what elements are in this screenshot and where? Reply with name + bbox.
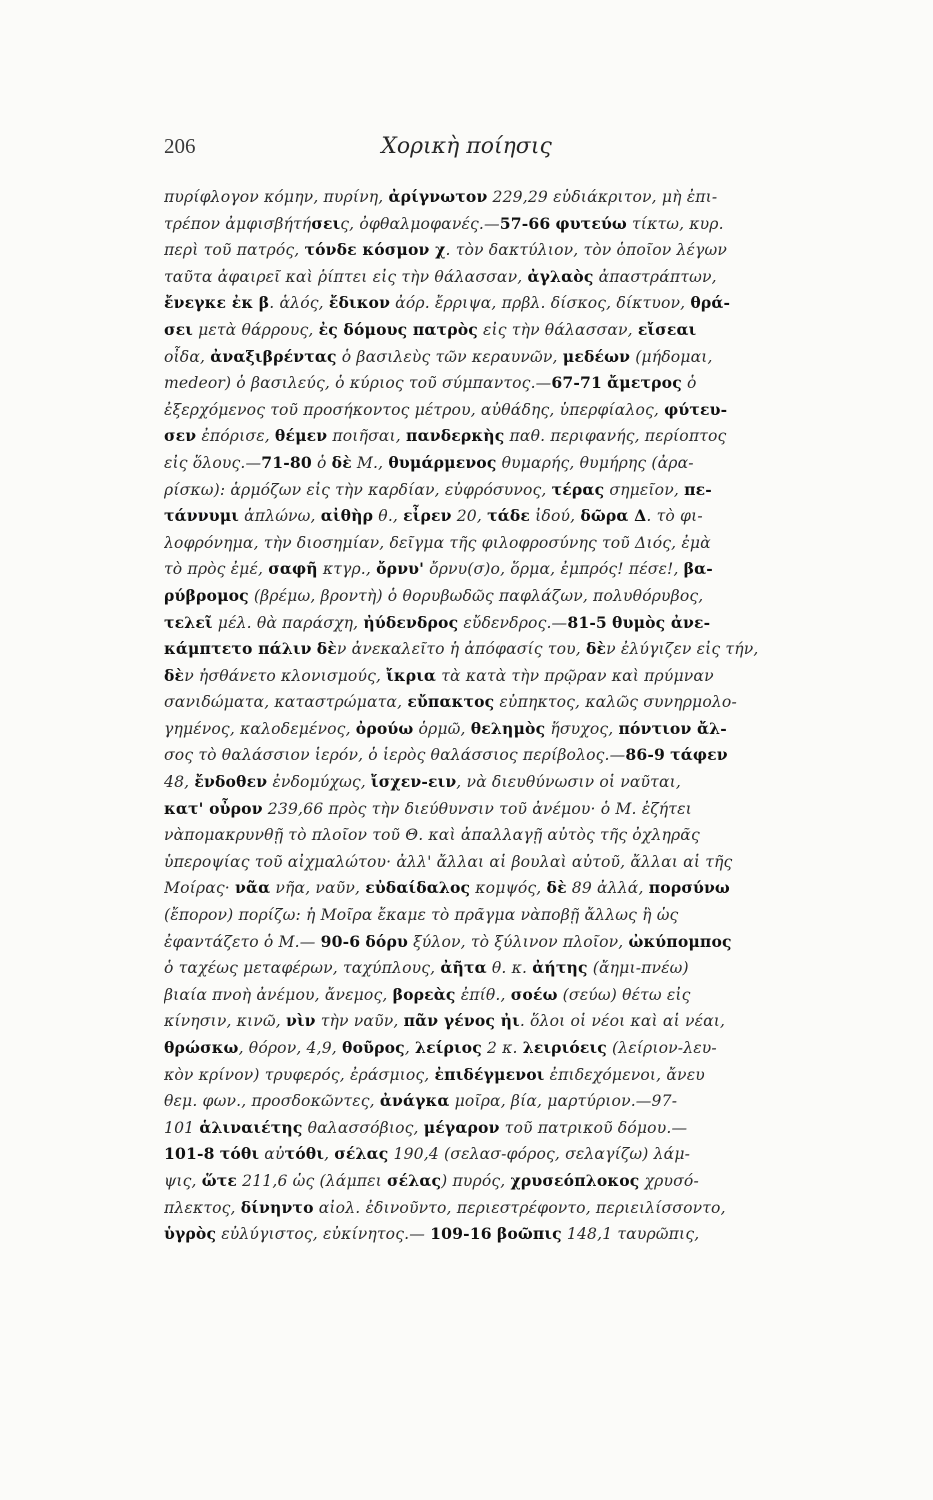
text-line: θρώσκω, θόρον, 4,9, θοῦρος, λείριος 2 κ. λειριόεις (λείριον-λευ- [164,1038,717,1057]
text-line: δὲν ἠσθάνετο κλονισμούς, ἴκρια τὰ κατὰ τὴν πρῷραν καὶ πρύμναν [164,665,714,685]
text-line: εἰς ὅλους.—71-80 ὁ δὲ Μ., θυμάρμενος θυμαρής, θυμήρης (ἀρα- [164,452,694,472]
text-line: 101 ἁλιναιέτης θαλασσόβιος, μέγαρον τοῦ πατρικοῦ δόμου.— [164,1117,688,1137]
text-line: κίνησιν, κινῶ, νὶν τὴν ναῦν, πᾶν γένος ἠι. ὅλοι οἱ νέοι καὶ αἱ νέαι, [164,1011,726,1031]
text-line: (ἔπορον) πορίζω: ἡ Μοῖρα ἔκαμε τὸ πρᾶγμα νὰποβῇ ἄλλως ἢ ὡς [164,906,679,925]
text-line: ἔνεγκε ἐκ β. ἁλός, ἔδικον ἀόρ. ἔρριψα, πρβλ. δίσκος, δίκτυον, θρά- [164,293,731,313]
running-title: Χορικὴ ποίησις [381,134,552,159]
text-line: ὑπεροψίας τοῦ αἰχμαλώτου· ἀλλ' ἄλλαι αἱ βουλαὶ αὐτοῦ, ἄλλαι αἱ τῆς [164,852,733,871]
text-line: ταῦτα ἀφαιρεῖ καὶ ῥίπτει εἰς τὴν θάλασσαν, ἀγλαὸς ἀπαστράπτων, [164,266,717,286]
text-line: 101-8 τόθι αὐτόθι, σέλας 190,4 (σελασ-φόρος, σελαγίζω) λάμ- [164,1144,691,1164]
text-line: σει μετὰ θάρρους, ἐς δόμους πατρὸς εἰς τὴν θάλασσαν, εἴσεαι [164,319,697,339]
text-line: τελεῖ μέλ. θὰ παράσχη, ἠύδενδρος εὔδενδρος.—81-5 θυμὸς ἀνε- [164,612,711,632]
page-number: 206 [164,134,196,158]
text-line: κὸν κρίνον) τρυφερός, ἐράσμιος, ἐπιδέγμενοι ἐπιδεχόμενοι, ἄνευ [164,1064,705,1084]
text-line: σος τὸ θαλάσσιον ἱερόν, ὁ ἱερὸς θαλάσσιος περίβολος.—86-9 τάφεν [164,745,728,765]
commentary-text [164,184,869,1248]
text-line: medeor) ὁ βασιλεύς, ὁ κύριος τοῦ σύμπαντος.—67-71 ἄμετρος ὁ [164,373,697,393]
text-line: τὸ πρὸς ἐμέ, σαφῆ κτγρ., ὄρνυ' ὄρνυ(σ)ο, ὅρμα, ἐμπρός! πέσε!, βα- [164,559,713,579]
text-line: τάννυμι ἁπλώνω, αἰθὴρ θ., εἶρεν 20, τάδε ἰδού, δῶρα Δ. τὸ φι- [164,506,703,526]
text-line: ὁ ταχέως μεταφέρων, ταχύπλους, ἀῆτα θ. κ. ἀήτης (ἄημι-πνέω) [164,958,689,978]
text-line: ἐφαντάζετο ὁ Μ.— 90-6 δόρυ ξύλον, τὸ ξύλινον πλοῖον, ὠκύπομπος [164,931,732,951]
text-line: σανιδώματα, καταστρώματα, εὔπακτος εὐπηκτος, καλῶς συνηρμολο- [164,692,737,712]
page-header [0,134,933,170]
text-line: ρύβρομος (βρέμω, βροντὴ) ὁ θορυβωδῶς παφλάζων, πολυθόρυβος, [164,585,704,605]
text-line: οἶδα, ἀναξιβρέντας ὁ βασιλεὺς τῶν κεραυνῶν, μεδέων (μήδομαι, [164,346,713,366]
text-line: 48, ἔνδοθεν ἐνδομύχως, ἴσχεν-ειν, νὰ διευθύνωσιν οἱ ναῦται, [164,772,682,792]
text-line: ἐξερχόμενος τοῦ προσήκοντος μέτρου, αὐθάδης, ὑπερφίαλος, φύτευ- [164,399,728,419]
text-line: νὰπομακρυνθῇ τὸ πλοῖον τοῦ Θ. καὶ ἀπαλλαγῇ αὐτὸς τῆς ὀχληρᾶς [164,826,700,845]
text-line: κατ' οὖρον 239,66 πρὸς τὴν διεύθυνσιν τοῦ ἀνέμου· ὁ Μ. ἐζήτει [164,798,692,818]
text-line: βιαία πνοὴ ἀνέμου, ἄνεμος, βορεὰς ἐπίθ., σοέω (σεύω) θέτω εἰς [164,984,691,1004]
text-line: ρίσκω): ἁρμόζων εἰς τὴν καρδίαν, εὐφρόσυνος, τέρας σημεῖον, πε- [164,479,712,499]
text-line: πυρίφλογον κόμην, πυρίνη, ἀρίγνωτον 229,29 εὐδιάκριτον, μὴ ἐπι- [164,187,718,206]
text-line: Μοίρας· νᾶα νῆα, ναῦν, εὐδαίδαλος κομψός, δὲ 89 ἀλλά, πορσύνω [164,878,730,898]
text-line: γημένος, καλοδεμένος, ὀρούω ὁρμῶ, θελημὸς ἥσυχος, πόντιον ἄλ- [164,718,727,738]
text-line: σεν ἐπόρισε, θέμεν ποιῆσαι, πανδερκὴς παθ. περιφανής, περίοπτος [164,426,727,446]
text-line: τρέπον ἀμφισβήτήσεις, ὀφθαλμοφανές.—57-66 φυτεύω τίκτω, κυρ. [164,213,724,233]
text-line: ὑγρὸς εὐλύγιστος, εὐκίνητος.— 109-16 βοῶπις 148,1 ταυρῶπις, [164,1224,700,1244]
text-line: λοφρόνημα, τὴν διοσημίαν, δεῖγμα τῆς φιλοφροσύνης τοῦ Διός, ἐμὰ [164,533,711,552]
text-line: θεμ. φων., προσδοκῶντες, ἀνάγκα μοῖρα, βία, μαρτύριον.—97- [164,1091,678,1111]
text-line: ψις, ὥτε 211,6 ὡς (λάμπει σέλας) πυρός, χρυσεόπλοκος χρυσό- [164,1170,699,1190]
text-line: κάμπτετο πάλιν δὲν ἀνεκαλεῖτο ἡ ἀπόφασίς του, δὲν ἐλύγιζεν εἰς τήν, [164,639,759,659]
text-line: περὶ τοῦ πατρός, τόνδε κόσμον χ. τὸν δακτύλιον, τὸν ὁποῖον λέγων [164,240,728,260]
text-line: πλεκτος, δίνηντο αἰολ. ἐδινοῦντο, περιεστρέφοντο, περιειλίσσοντο, [164,1197,726,1217]
